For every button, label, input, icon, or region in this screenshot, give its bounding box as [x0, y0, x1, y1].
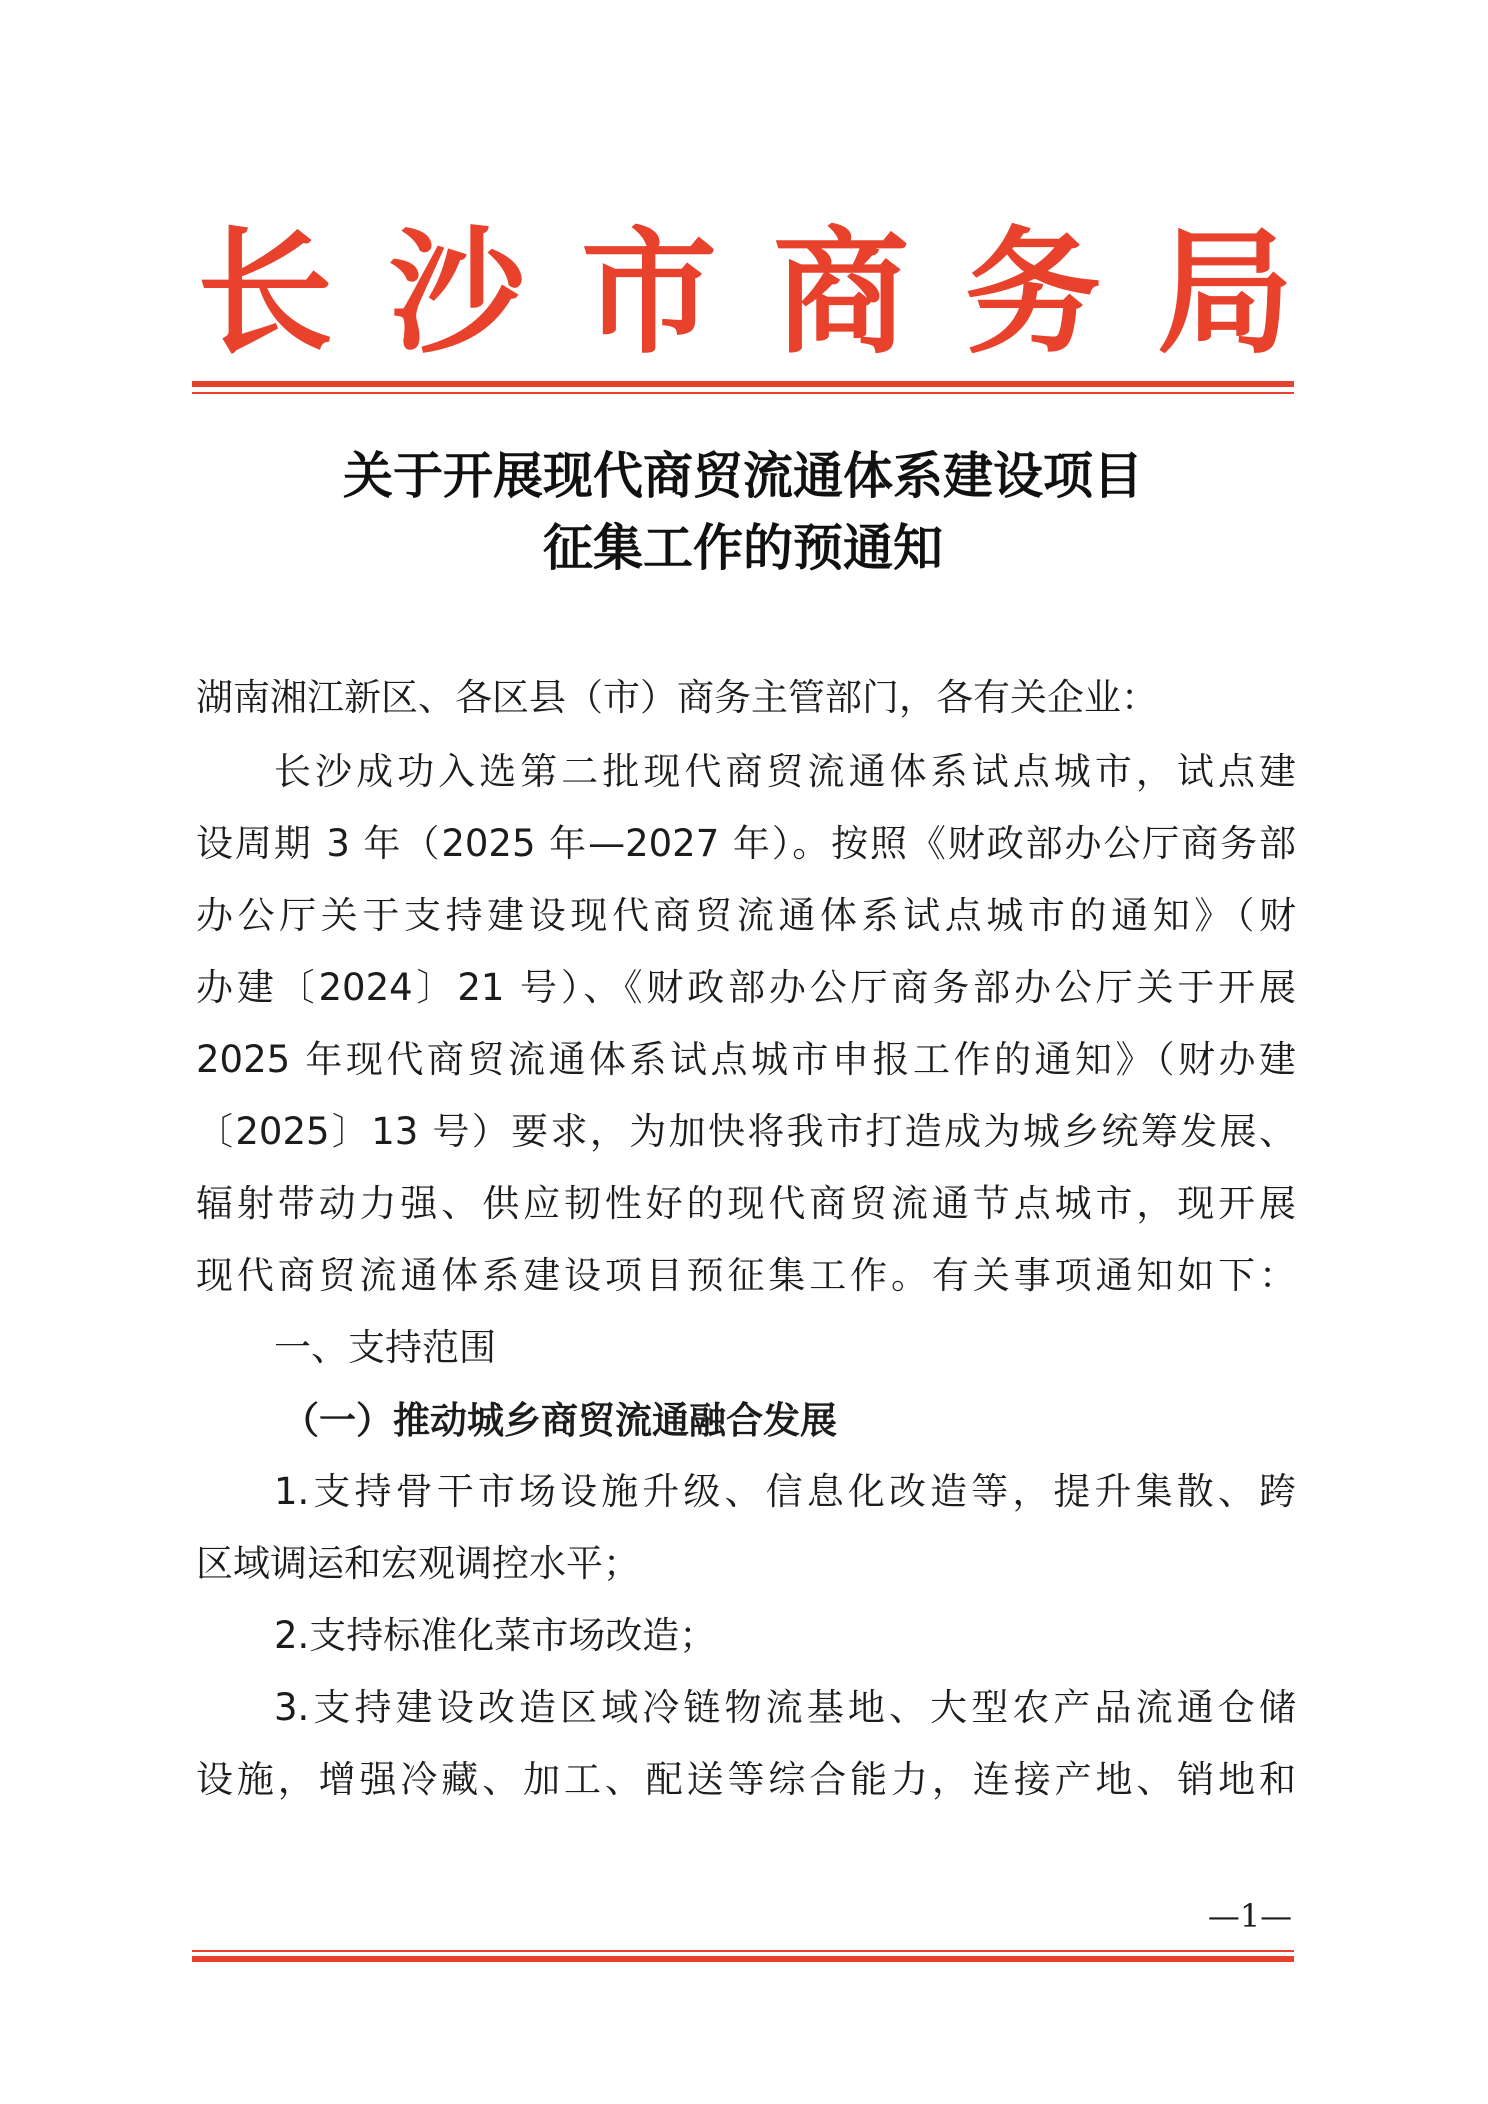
- intro-line-4: 办建〔2024〕21 号）、《财政部办公厅商务部办公厅关于开展: [196, 966, 1296, 1009]
- item-3-line-2: 设施，增强冷藏、加工、配送等综合能力，连接产地、销地和: [196, 1758, 1296, 1801]
- intro-line-6: 〔2025〕13 号）要求，为加快将我市打造成为城乡统筹发展、: [196, 1110, 1296, 1153]
- intro-line-7: 辐射带动力强、供应韧性好的现代商贸流通节点城市，现开展: [196, 1182, 1296, 1225]
- masthead-char-2: 沙: [389, 213, 525, 373]
- document-title-line-2: 征集工作的预通知: [543, 518, 943, 577]
- page-number: —1—: [1207, 1897, 1293, 1935]
- masthead-char-5: 务: [965, 213, 1101, 373]
- masthead-char-4: 商: [773, 213, 909, 373]
- header-rule-thick: [192, 381, 1294, 387]
- masthead-长沙市商务局: [190, 213, 1300, 373]
- item-3-line-1: 3.支持建设改造区域冷链物流基地、大型农产品流通仓储: [274, 1686, 1296, 1729]
- item-1-line-1: 1.支持骨干市场设施升级、信息化改造等，提升集散、跨: [274, 1470, 1296, 1513]
- document-title-line-1: 关于开展现代商贸流通体系建设项目: [343, 446, 1143, 505]
- item-2-line-1: 2.支持标准化菜市场改造；: [274, 1614, 717, 1657]
- section-heading-1: 一、支持范围: [274, 1326, 496, 1369]
- intro-line-1: 长沙成功入选第二批现代商贸流通体系试点城市，试点建: [274, 750, 1296, 793]
- header-rule-thin: [192, 392, 1294, 394]
- footer-rule-thick: [192, 1956, 1294, 1962]
- masthead-char-1: 长: [197, 213, 333, 373]
- intro-line-8: 现代商贸流通体系建设项目预征集工作。有关事项通知如下：: [196, 1254, 1296, 1297]
- item-1-line-2: 区域调运和宏观调控水平；: [196, 1542, 640, 1585]
- intro-line-5: 2025 年现代商贸流通体系试点城市申报工作的通知》（财办建: [196, 1038, 1296, 1081]
- addressee: 湖南湘江新区、各区县（市）商务主管部门，各有关企业：: [196, 676, 1158, 719]
- masthead-char-3: 市: [581, 213, 717, 373]
- subsection-heading-1: （一）推动城乡商贸流通融合发展: [282, 1398, 837, 1442]
- intro-line-3: 办公厅关于支持建设现代商贸流通体系试点城市的通知》（财: [196, 894, 1296, 937]
- footer-rule-thin: [192, 1950, 1294, 1952]
- intro-line-2: 设周期 3 年（2025 年—2027 年）。按照《财政部办公厅商务部: [196, 822, 1296, 865]
- masthead-char-6: 局: [1157, 213, 1293, 373]
